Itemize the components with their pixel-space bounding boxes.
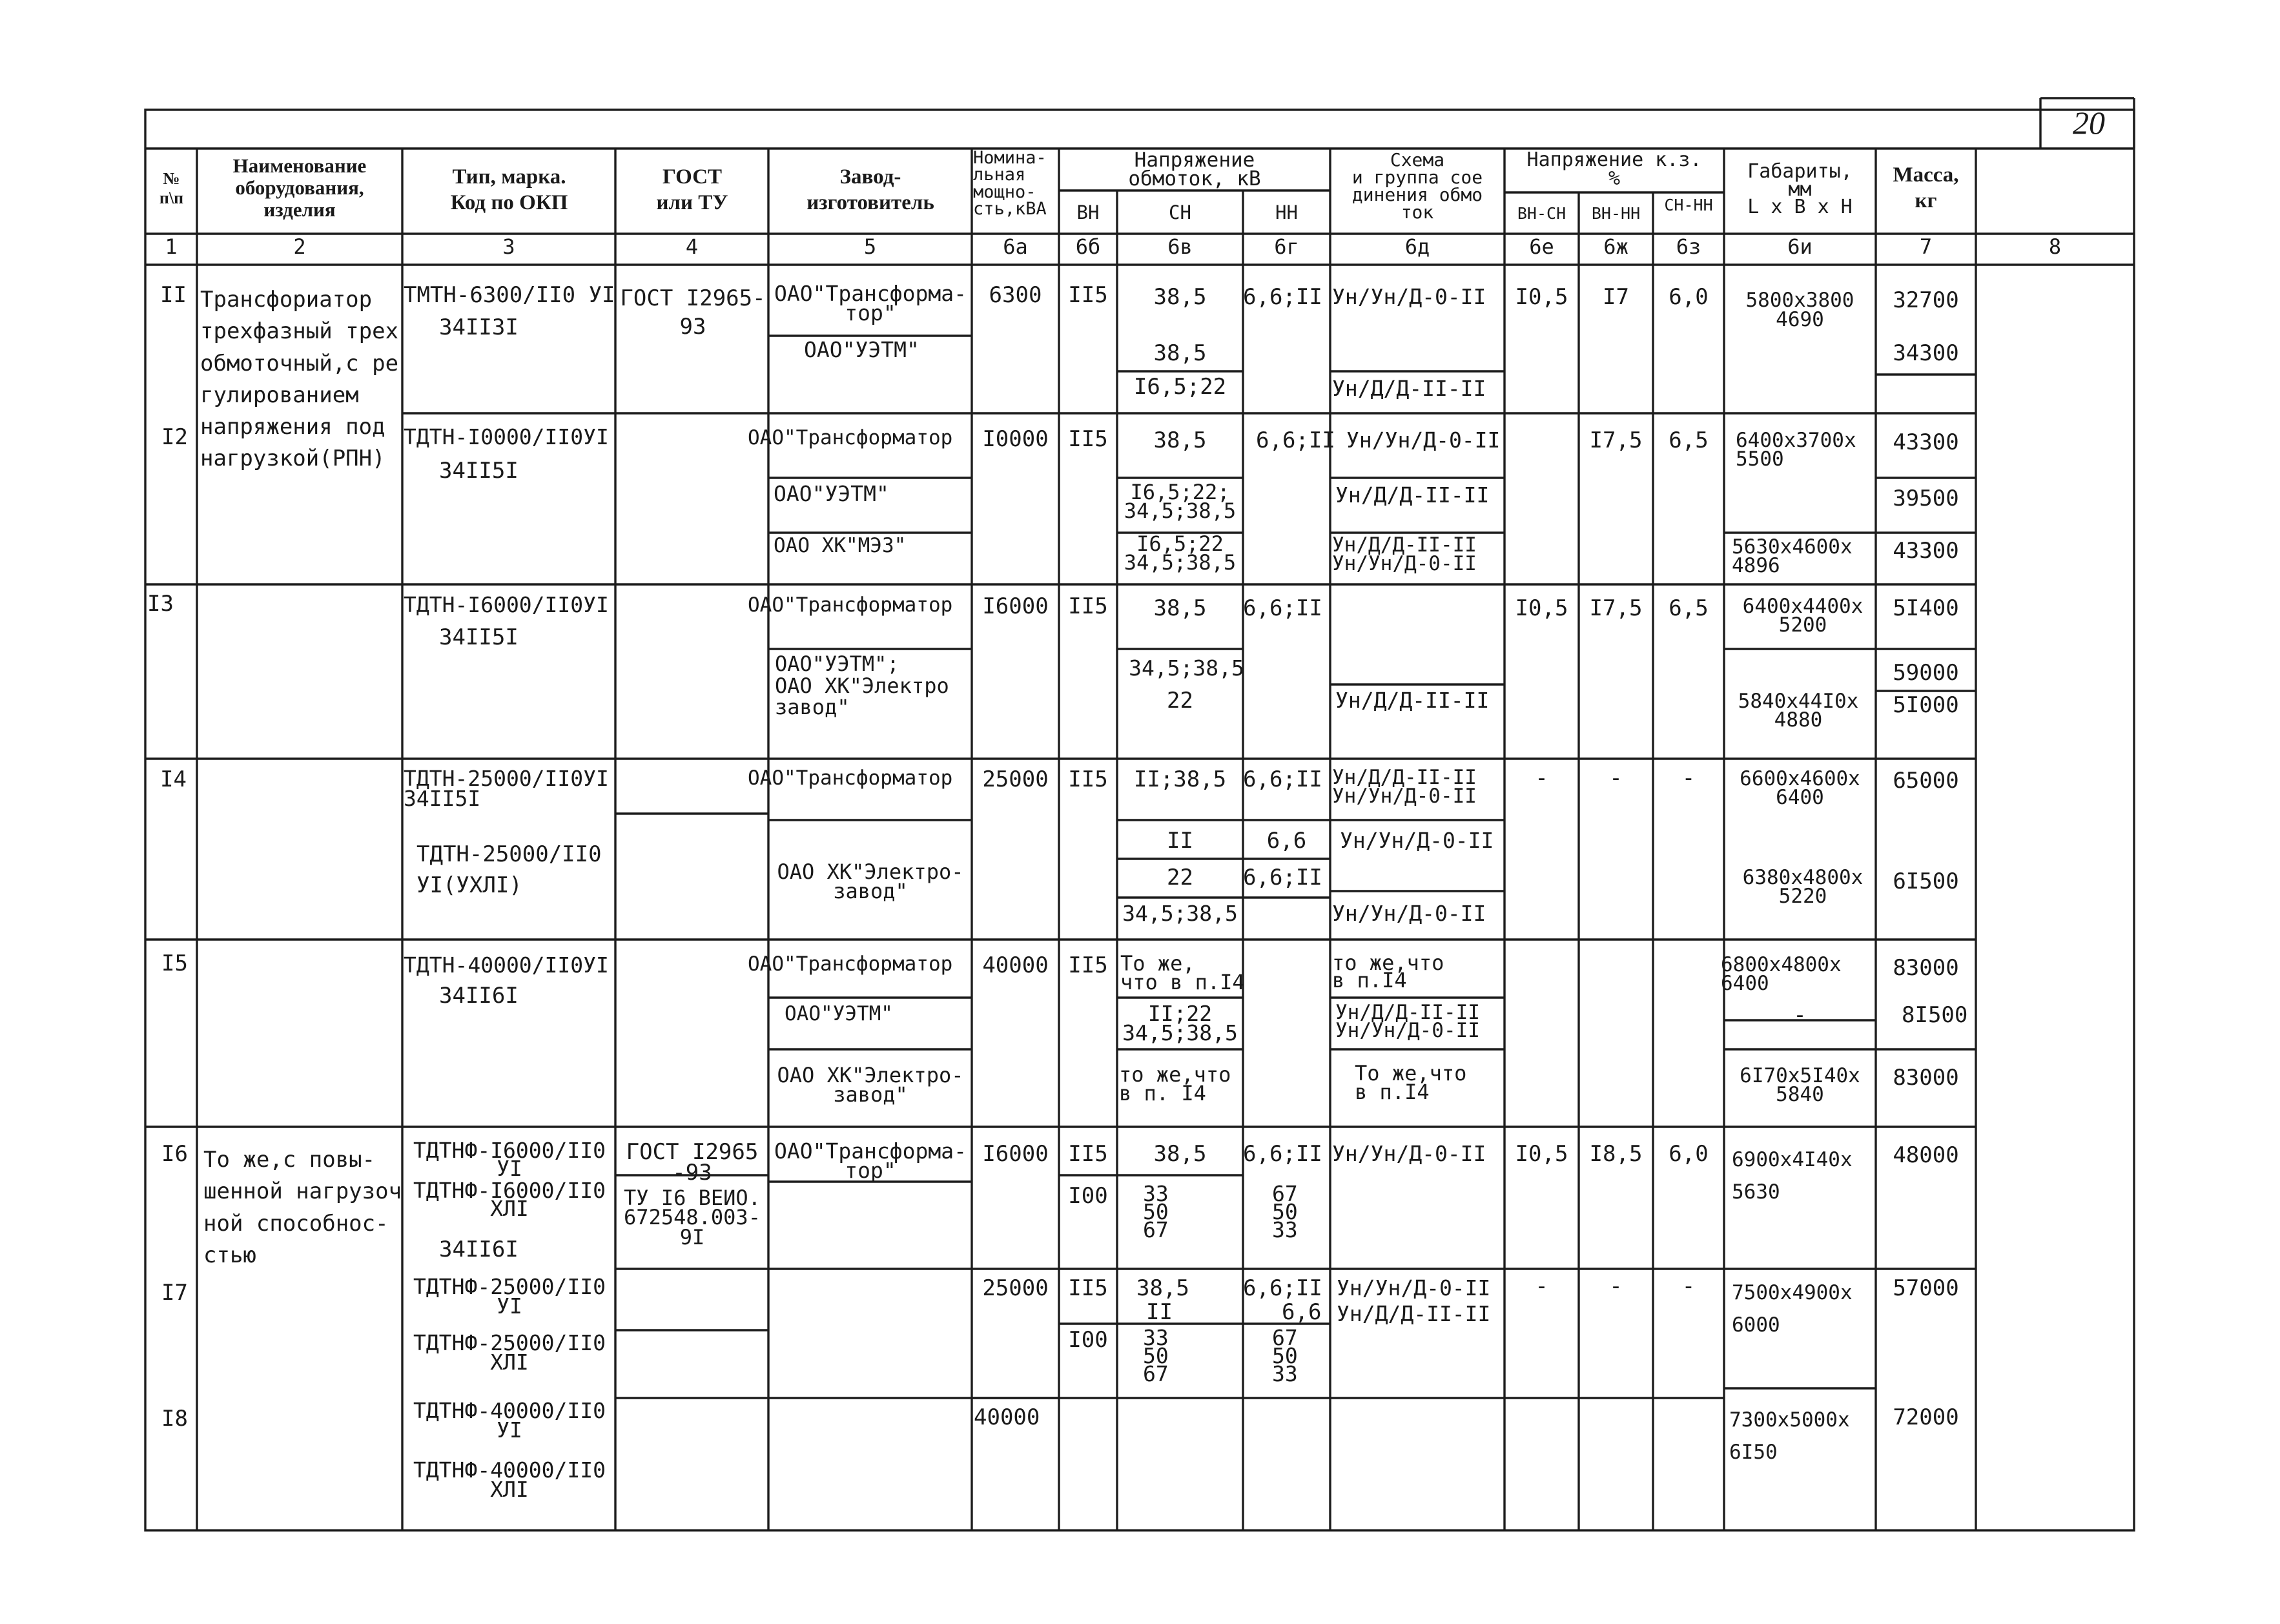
scheme: Ун/Д/Д-II-II (1332, 376, 1486, 401)
plant: ОАО"Трансформатор (748, 593, 953, 617)
voltage-sn: I6,5;22 (1133, 374, 1227, 400)
kz-vn-sn: I0,5 (1515, 284, 1568, 310)
voltage-sn: 22 (1167, 865, 1193, 890)
power: I0000 (982, 426, 1049, 452)
power: I6000 (982, 593, 1049, 619)
voltage-sn: То же, что в п.I4 (1120, 951, 1245, 995)
dimensions: 5800x3800 4690 (1745, 289, 1854, 332)
col-number: 3 (502, 234, 515, 259)
scheme: Ун/Д/Д-II-II (1335, 688, 1490, 713)
plant: ОАО"Трансформатор (748, 766, 953, 790)
header-vn: ВН (1076, 201, 1100, 223)
power: 40000 (982, 952, 1049, 978)
dimensions: 5630x4600x 4896 (1732, 535, 1853, 578)
okp-code: 34II5I (439, 624, 519, 650)
mass: 43300 (1893, 538, 1959, 564)
voltage-vn: II5 (1068, 426, 1108, 452)
plant: ОАО"Трансформатор (748, 426, 953, 449)
dimensions: 7500x4900x 6000 (1732, 1281, 1853, 1337)
col-number: 2 (293, 234, 306, 259)
voltage-sn: I6,5;22; 34,5;38,5 (1124, 480, 1237, 524)
voltage-nn: 6,6 (1266, 828, 1307, 854)
header-voltage: Напряжение обмоток, кВ (1128, 149, 1261, 191)
voltage-sn: 34,5;38,5 (1129, 655, 1244, 681)
dimensions: 6I70x5I40x 5840 (1740, 1064, 1860, 1107)
scheme: Ун/Ун/Д-0-II (1332, 901, 1486, 926)
col-number: 6и (1787, 234, 1813, 259)
voltage-vn: I00 (1068, 1183, 1108, 1209)
col-number: 6з (1676, 234, 1701, 259)
voltage-nn: 67 50 33 (1272, 1181, 1298, 1243)
header-power: Номина- льная мощно- сть,кВА (973, 148, 1047, 220)
header-number: № п\п (159, 169, 184, 207)
plant: ОАО"Трансформа- тор" (774, 281, 967, 325)
kz-vn-sn: I0,5 (1515, 595, 1568, 621)
header-plant: Завод- изготовитель (806, 165, 934, 214)
kz-vn-nn: I8,5 (1589, 1141, 1643, 1167)
scheme: Ун/Д/Д-II-II (1337, 1301, 1491, 1326)
kz-vn-nn: I7,5 (1589, 427, 1643, 453)
mass: 83000 (1893, 1065, 1959, 1091)
mass: 5I400 (1893, 595, 1959, 621)
plant: ОАО"УЭТМ"; ОАО ХК"Электро завод" (775, 652, 949, 720)
mass: 57000 (1893, 1275, 1959, 1301)
power: 40000 (974, 1404, 1040, 1430)
mass: 59000 (1893, 660, 1959, 686)
type-mark: ТДТН-25000/II0 УI(УХЛI) (416, 841, 602, 898)
kz-sn-nn: 6,5 (1669, 595, 1709, 621)
scheme: Ун/Ун/Д-0-II (1332, 284, 1486, 309)
scheme: Ун/Ун/Д-0-II (1337, 1275, 1491, 1300)
dimensions: 6900x4I40x 5630 (1732, 1148, 1853, 1204)
kz-vn-nn: I7 (1603, 284, 1629, 310)
voltage-sn: 38,5 (1153, 1141, 1207, 1167)
plant: ОАО ХК"Электро- завод" (777, 859, 964, 904)
power: I6000 (982, 1141, 1049, 1167)
group2-equipment-name: То же,с повы- шенной нагрузоч ной способнос- стью (203, 1147, 402, 1268)
voltage-nn: 6,6 (1282, 1299, 1322, 1325)
voltage-sn: 38,5 (1136, 1275, 1189, 1301)
voltage-vn: II5 (1068, 952, 1108, 978)
col-number: 6е (1529, 234, 1554, 259)
kz-sn-nn: 6,5 (1669, 427, 1709, 453)
col-number: 6г (1274, 234, 1299, 259)
kz-sn-nn: 6,0 (1669, 1141, 1709, 1167)
header-dims: Габариты, мм L x B x H (1747, 160, 1853, 219)
type-mark: ТМТН-6300/II0 УI (404, 282, 615, 308)
dimensions: 5840x44I0x 4880 (1738, 690, 1859, 732)
plant: ОАО"УЭТМ" (785, 1002, 893, 1025)
row-number: I5 (161, 951, 188, 976)
voltage-nn: 6,6;II (1243, 595, 1322, 621)
scheme: Ун/Ун/Д-0-II (1332, 1141, 1486, 1166)
mass: 8I500 (1902, 1002, 1968, 1028)
row-number: I6 (161, 1141, 188, 1167)
row-number: I7 (161, 1280, 188, 1306)
voltage-vn: II5 (1068, 766, 1108, 792)
scheme: Ун/Д/Д-II-II Ун/Ун/Д-0-II (1332, 766, 1477, 808)
voltage-vn: II5 (1068, 1275, 1108, 1301)
mass: 43300 (1893, 429, 1959, 455)
voltage-vn: II5 (1068, 593, 1108, 619)
dimensions: 6400x4400x 5200 (1742, 595, 1864, 637)
mass: 5I000 (1893, 692, 1959, 718)
header-sn-nn: СН-НН (1664, 196, 1713, 214)
dimensions: - (1793, 1002, 1807, 1028)
col-number: 6б (1075, 234, 1101, 259)
voltage-sn: 38,5 (1153, 427, 1207, 453)
col-number: 8 (2048, 234, 2062, 259)
header-vn-nn: ВН-НН (1591, 204, 1641, 223)
voltage-sn: то же,что в п. I4 (1119, 1062, 1231, 1106)
voltage-sn: II;38,5 (1133, 766, 1227, 792)
voltage-sn: II (1146, 1299, 1173, 1325)
type-mark: ТДТНФ-40000/II0 УI (413, 1398, 606, 1443)
mass: 65000 (1893, 768, 1959, 794)
scheme: то же,что в п.I4 (1332, 951, 1444, 993)
header-scheme: Схема и группа сое динения обмо ток (1351, 149, 1483, 223)
kz-sn-nn: - (1681, 765, 1696, 791)
voltage-sn: 33 50 67 (1143, 1325, 1169, 1387)
power: 25000 (982, 766, 1049, 792)
row-number: II (160, 282, 187, 308)
voltage-nn: 6,6;II (1256, 427, 1335, 453)
kz-vn-nn: I7,5 (1589, 595, 1643, 621)
voltage-nn: 67 50 33 (1272, 1325, 1298, 1387)
power: 25000 (982, 1275, 1049, 1301)
okp-code: 34II5I (439, 458, 519, 484)
type-mark: ТДТН-40000/II0УI (404, 952, 609, 978)
page-number: 20 (2073, 105, 2105, 141)
kz-sn-nn: 6,0 (1669, 284, 1709, 310)
voltage-sn: 33 50 67 (1143, 1181, 1169, 1243)
voltage-sn: 22 (1167, 688, 1193, 714)
scheme: То же,что в п.I4 (1355, 1061, 1467, 1105)
okp-code: 34II6I (439, 983, 519, 1009)
voltage-sn: 38,5 (1153, 340, 1207, 366)
group2-plant: ОАО"Трансформа- тор" (774, 1138, 967, 1183)
group2-tu: ТУ I6 ВЕИО. 672548.003- 9I (624, 1186, 761, 1249)
plant: ОАО"УЭТМ" (774, 481, 889, 506)
col-number: 6а (1003, 234, 1028, 259)
okp-code: 34II6I (439, 1237, 519, 1262)
scheme: Ун/Д/Д-II-II Ун/Ун/Д-0-II (1332, 533, 1477, 575)
voltage-nn: 6,6;II (1243, 284, 1322, 310)
kz-vn-nn: - (1609, 1273, 1623, 1299)
type-mark: ТДТН-25000/II0УI 34II5I (404, 766, 609, 812)
header-equipment-name: Наименование оборудования, изделия (232, 154, 367, 221)
scheme: Ун/Д/Д-II-II Ун/Ун/Д-0-II (1335, 1001, 1480, 1042)
voltage-sn: 34,5;38,5 (1122, 901, 1238, 926)
header-type: Тип, марка. Код по ОКП (450, 165, 568, 214)
group1-equipment-name: Трансфориатор трехфазный трех обмоточный,с ре гулированием напряжения под нагрузкой(РПН) (200, 287, 399, 472)
type-mark: ТДТНФ-25000/II0 ХЛI (413, 1330, 606, 1375)
dimensions: 6800x4800x 6400 (1721, 953, 1842, 996)
voltage-nn: 6,6;II (1243, 1275, 1322, 1301)
voltage-vn: I00 (1068, 1327, 1108, 1353)
dimensions: 7300x5000x 6I50 (1729, 1408, 1850, 1464)
voltage-nn: 6,6;II (1243, 1141, 1322, 1167)
header-gost: ГОСТ или ТУ (656, 165, 728, 214)
group2-gost: ГОСТ I2965 -93 (626, 1139, 759, 1186)
mass: 39500 (1893, 486, 1959, 511)
scheme: Ун/Ун/Д-0-II (1346, 427, 1501, 453)
header-nn: НН (1275, 201, 1298, 223)
type-mark: ТДТНФ-I6000/II0 УI (413, 1138, 606, 1182)
voltage-sn: 38,5 (1153, 595, 1207, 621)
mass: 32700 (1893, 287, 1959, 313)
voltage-nn: 6,6;II (1243, 766, 1322, 792)
header-sn: СН (1169, 201, 1191, 223)
mass: 6I500 (1893, 869, 1959, 894)
scheme: Ун/Ун/Д-0-II (1340, 828, 1494, 853)
voltage-sn: I6,5;22 34,5;38,5 (1124, 531, 1237, 575)
dimensions: 6380x4800x 5220 (1742, 866, 1864, 909)
col-number: 1 (165, 234, 178, 259)
kz-vn-sn: - (1535, 765, 1548, 791)
col-number: 6в (1167, 234, 1193, 259)
kz-vn-sn: I0,5 (1515, 1141, 1568, 1167)
row-number: I3 (147, 591, 174, 617)
voltage-sn: II (1167, 828, 1193, 854)
mass: 48000 (1893, 1142, 1959, 1168)
voltage-vn: II5 (1068, 1141, 1108, 1167)
row-number: I4 (160, 766, 187, 792)
kz-vn-sn: - (1535, 1273, 1548, 1299)
row-number: I8 (161, 1406, 188, 1432)
header-kz: Напряжение к.з. % (1526, 149, 1702, 190)
col-number: 5 (863, 234, 877, 259)
power: 6300 (989, 282, 1042, 308)
header-mass: Масса, кг (1893, 163, 1959, 212)
type-mark: ТДТН-I6000/II0УI (404, 592, 609, 617)
voltage-sn: 38,5 (1153, 284, 1207, 310)
mass: 34300 (1893, 340, 1959, 366)
col-number: 6д (1404, 234, 1430, 259)
plant: ОАО ХК"МЭЗ" (774, 534, 907, 557)
plant: ОАО"Трансформатор (748, 952, 953, 976)
dimensions: 6400x3700x 5500 (1736, 429, 1856, 471)
type-mark: ТДТНФ-I6000/II0 ХЛI (413, 1178, 606, 1222)
voltage-sn: II;22 34,5;38,5 (1122, 1001, 1238, 1046)
type-mark: ТДТН-I0000/II0УI (404, 424, 609, 449)
type-mark: ТДТНФ-25000/II0 УI (413, 1274, 606, 1319)
row-number: I2 (161, 424, 188, 450)
type-mark: ТДТНФ-40000/II0 ХЛI (413, 1457, 606, 1502)
mass: 72000 (1893, 1404, 1959, 1430)
dimensions: 6600x4600x 6400 (1740, 767, 1860, 810)
voltage-nn: 6,6;II (1243, 865, 1322, 890)
group1-gost: ГОСТ I2965- 93 (620, 285, 766, 340)
mass: 83000 (1893, 955, 1959, 981)
col-number: 6ж (1603, 234, 1628, 259)
header-vn-sn: ВН-СН (1517, 204, 1566, 223)
plant: ОАО"УЭТМ" (804, 337, 919, 362)
col-number: 7 (1919, 234, 1933, 259)
okp-code: 34II3I (439, 314, 519, 340)
scheme: Ун/Д/Д-II-II (1335, 482, 1490, 508)
kz-sn-nn: - (1681, 1273, 1696, 1299)
plant: ОАО ХК"Электро- завод" (777, 1063, 964, 1107)
col-number: 4 (685, 234, 699, 259)
kz-vn-nn: - (1609, 765, 1623, 791)
voltage-vn: II5 (1068, 282, 1108, 308)
